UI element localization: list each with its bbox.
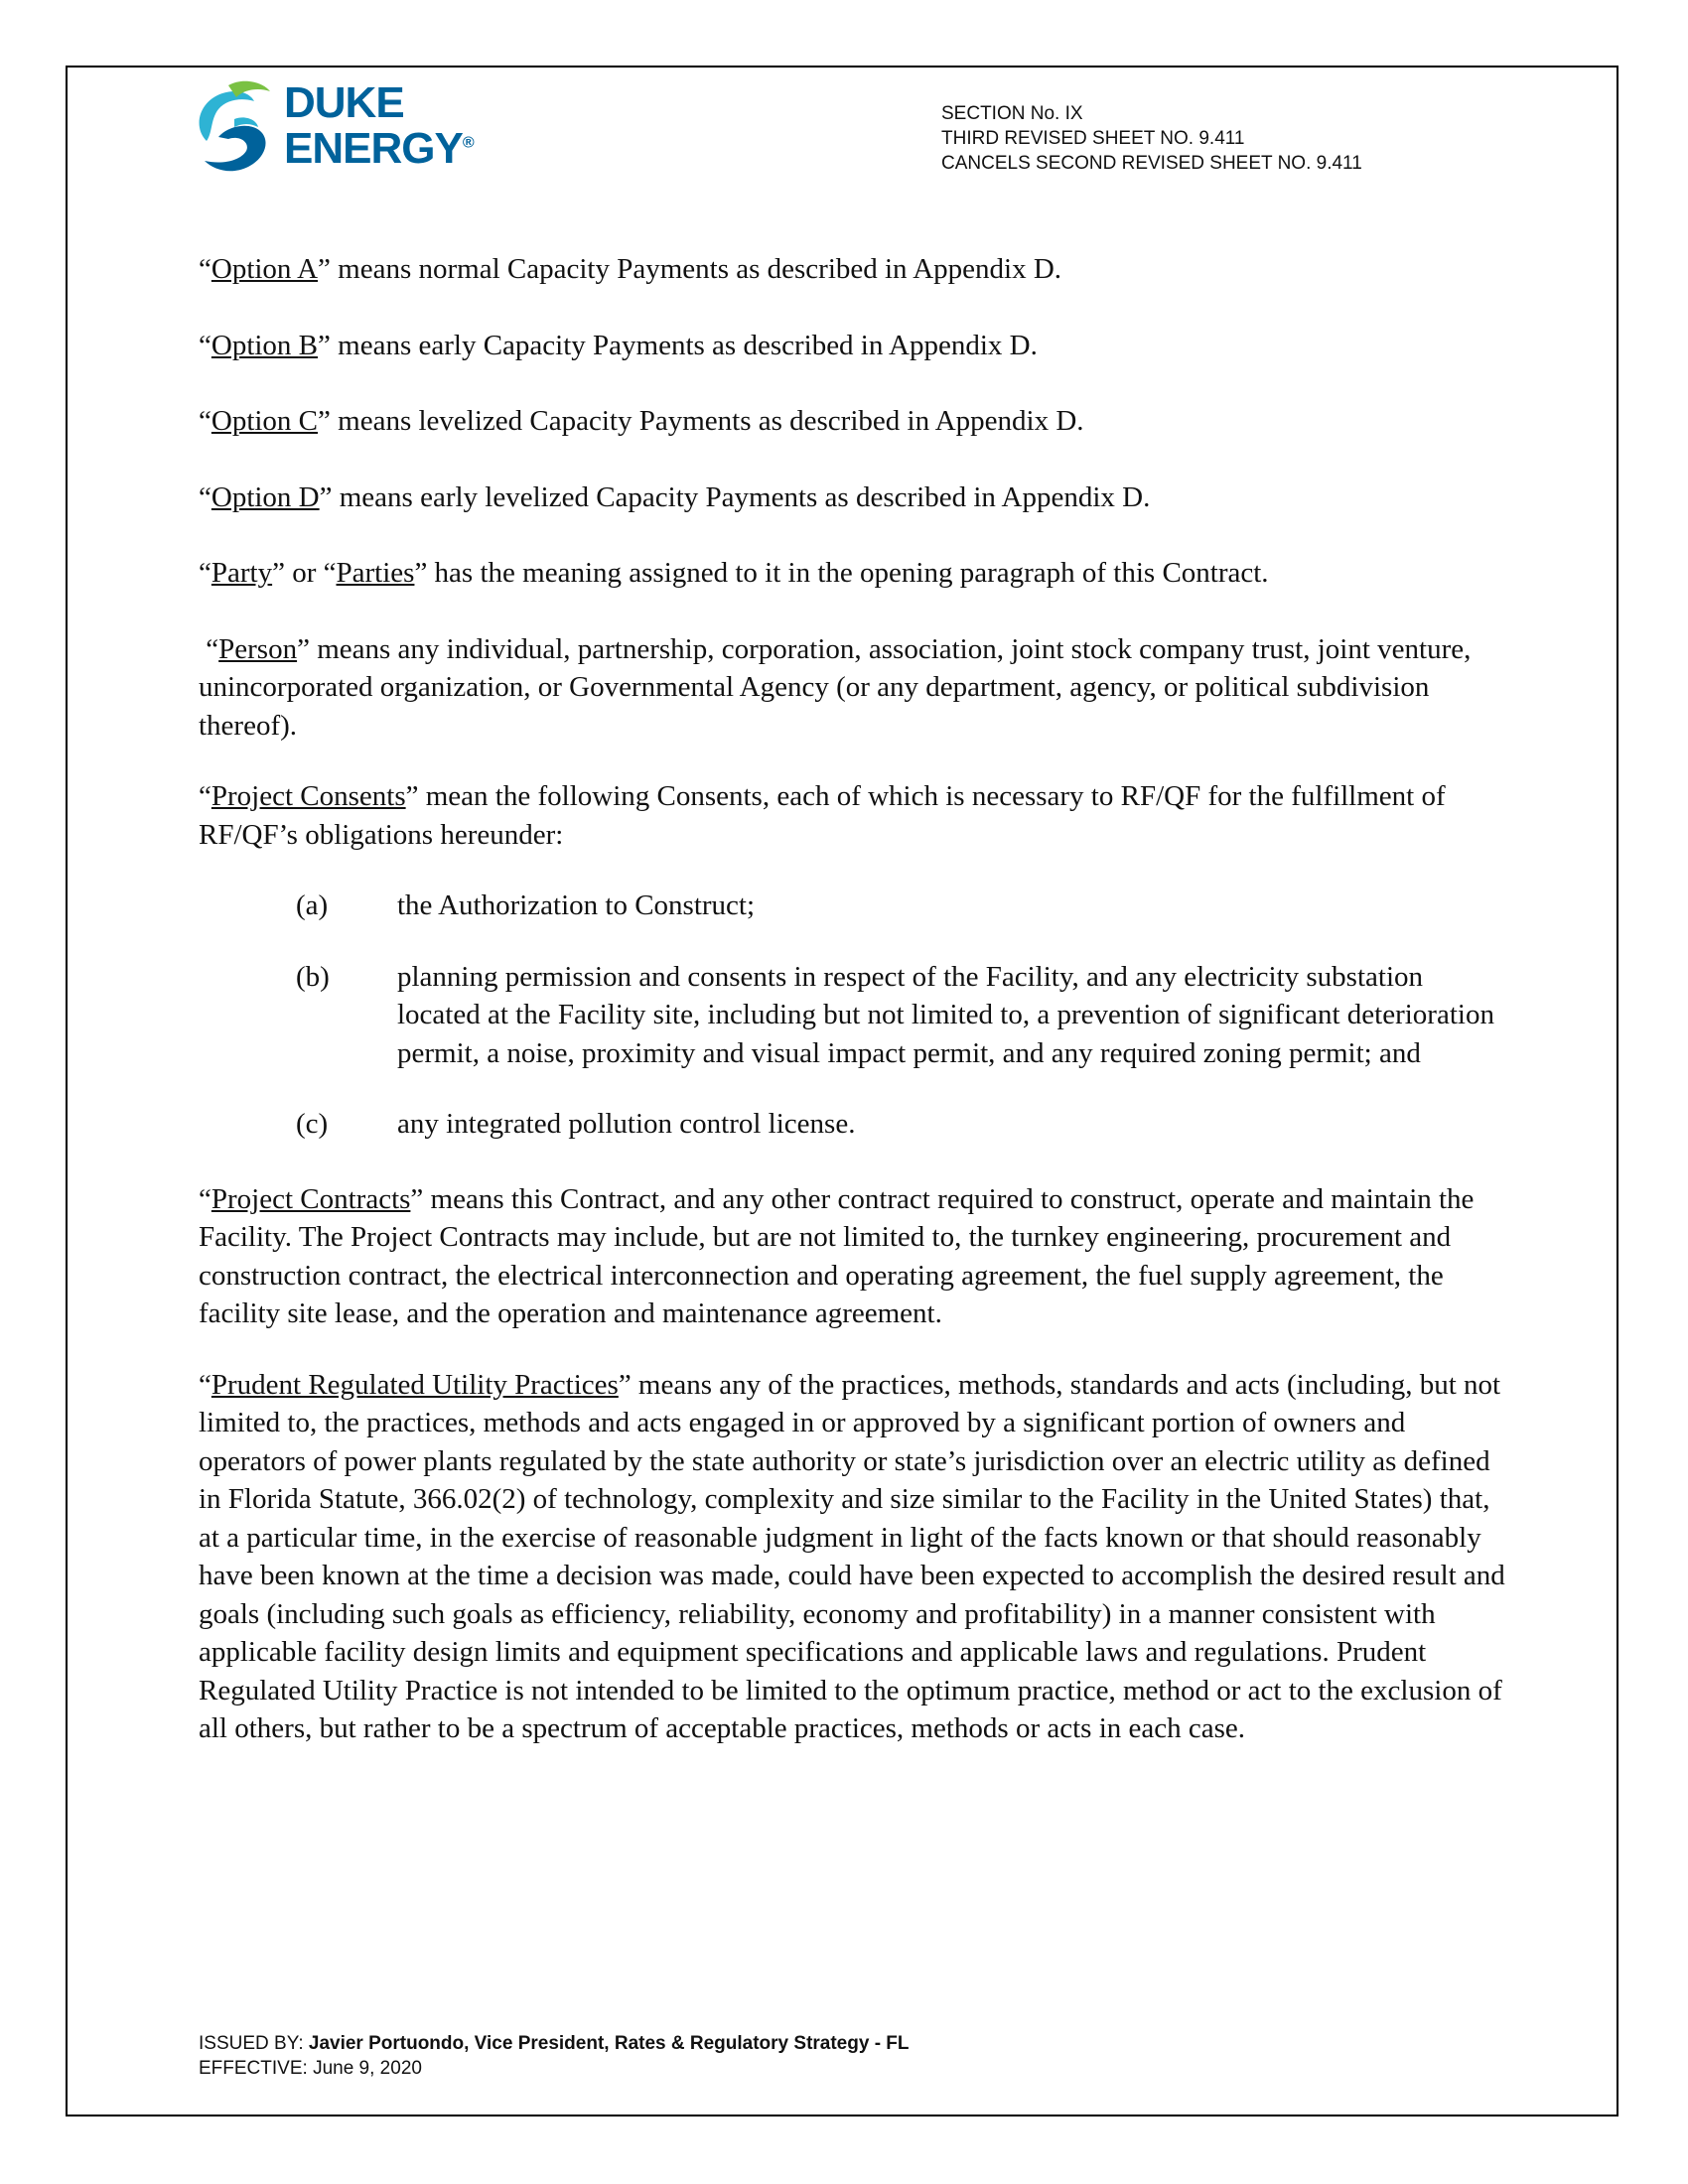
term: Option B: [211, 329, 319, 361]
definition-option-d: “Option D” means early levelized Capacity Payments as described in Appendix D.: [199, 480, 1151, 513]
logo-wordmark-duke: DUKE: [284, 78, 404, 127]
term: Party: [211, 557, 273, 589]
issued-by: ISSUED BY: Javier Portuondo, Vice President, Rates & Regulatory Strategy - FL: [199, 2033, 910, 2054]
document-body: [199, 250, 1509, 1786]
definition-option-a: “Option A” means normal Capacity Payments as described in Appendix D.: [199, 253, 1062, 285]
sheet-info: [941, 101, 1362, 176]
definition-party: “Party” or “Parties” has the meaning assigned to it in the opening paragraph of this Contract.: [199, 557, 1269, 589]
definition-option-b: “Option B” means early Capacity Payments as described in Appendix D.: [199, 329, 1038, 361]
list-item-label: (b): [296, 960, 330, 993]
definition-project-consents: “Project Consents” mean the following Consents, each of which is necessary to RF/QF for the fulfillment of RF/QF’s obligations hereunder:: [199, 780, 1446, 851]
sheet-number: THIRD REVISED SHEET NO. 9.411: [941, 128, 1245, 149]
duke-energy-logo: [189, 79, 477, 179]
term: Parties: [336, 557, 415, 589]
list-item-label: (a): [296, 889, 329, 921]
issuer: Javier Portuondo, Vice President, Rates & Regulatory Strategy - FL: [308, 2033, 910, 2054]
definition-project-contracts: “Project Contracts” means this Contract, and any other contract required to construct, operate and maintain the Facility. The Project Contracts may include, but are not limited to, the turnkey engineering, procurement and construction contract, the electrical interconnection and operating agreement, the fuel supply agreement, the facility site lease, and the operation and maintenance agreement.: [199, 1182, 1475, 1329]
definition-prudent-practices: “Prudent Regulated Utility Practices” means any of the practices, methods, standards and acts (including, but not limited to, the practices, methods and acts engaged in or approved by a significant portion of owners and operators of power plants regulated by the state authority or state’s jurisdiction over an electric utility as defined in Florida Statute, 366.02(2) of technology, complexity and size similar to the Facility in the United States) that, at a particular time, in the exercise of reasonable judgment in light of the facts known or that should reasonably have been known at the time a decision was made, could have been expected to accomplish the desired result and goals (including such goals as efficiency, reliability, economy and profitability) in a manner consistent with applicable facility design limits and equipment specifications and applicable laws and regulations. Prudent Regulated Utility Practice is not intended to be limited to the optimum practice, method or act to the exclusion of all others, but rather to be a spectrum of acceptable practices, methods or acts in each case.: [199, 1368, 1505, 1744]
section-number: SECTION No. IX: [941, 103, 1083, 124]
term: Person: [218, 632, 298, 665]
term: Prudent Regulated Utility Practices: [211, 1368, 619, 1401]
list-item-label: (c): [296, 1108, 329, 1140]
list-item: (a) the Authorization to Construct;: [199, 887, 1509, 925]
term: Option A: [211, 253, 319, 285]
duke-energy-swirl-icon: [189, 79, 280, 179]
effective-date: EFFECTIVE: June 9, 2020: [199, 2058, 422, 2079]
logo-wordmark-energy: ENERGY®: [284, 124, 474, 173]
list-item: (b) planning permission and consents in respect of the Facility, and any electricity substation located at the Facility site, including but not limited to, a prevention of significant deterioration permit, a noise, proximity and visual impact permit, and any required zoning permit; and: [199, 958, 1509, 1073]
list-item: (c) any integrated pollution control license.: [199, 1105, 1509, 1144]
cancels-sheet: CANCELS SECOND REVISED SHEET NO. 9.411: [941, 153, 1362, 174]
definition-option-c: “Option C” means levelized Capacity Payments as described in Appendix D.: [199, 405, 1084, 437]
term: Option C: [211, 405, 319, 437]
term: Option D: [211, 480, 320, 513]
registered-mark: ®: [462, 134, 474, 152]
footer: [199, 2031, 910, 2081]
term: Project Consents: [211, 780, 406, 812]
term: Project Contracts: [211, 1182, 411, 1215]
definition-person: “Person” means any individual, partnership, corporation, association, joint stock company trust, joint venture, unincorporated organization, or Governmental Agency (or any department, agency, or political subdivision thereof).: [199, 632, 1472, 742]
